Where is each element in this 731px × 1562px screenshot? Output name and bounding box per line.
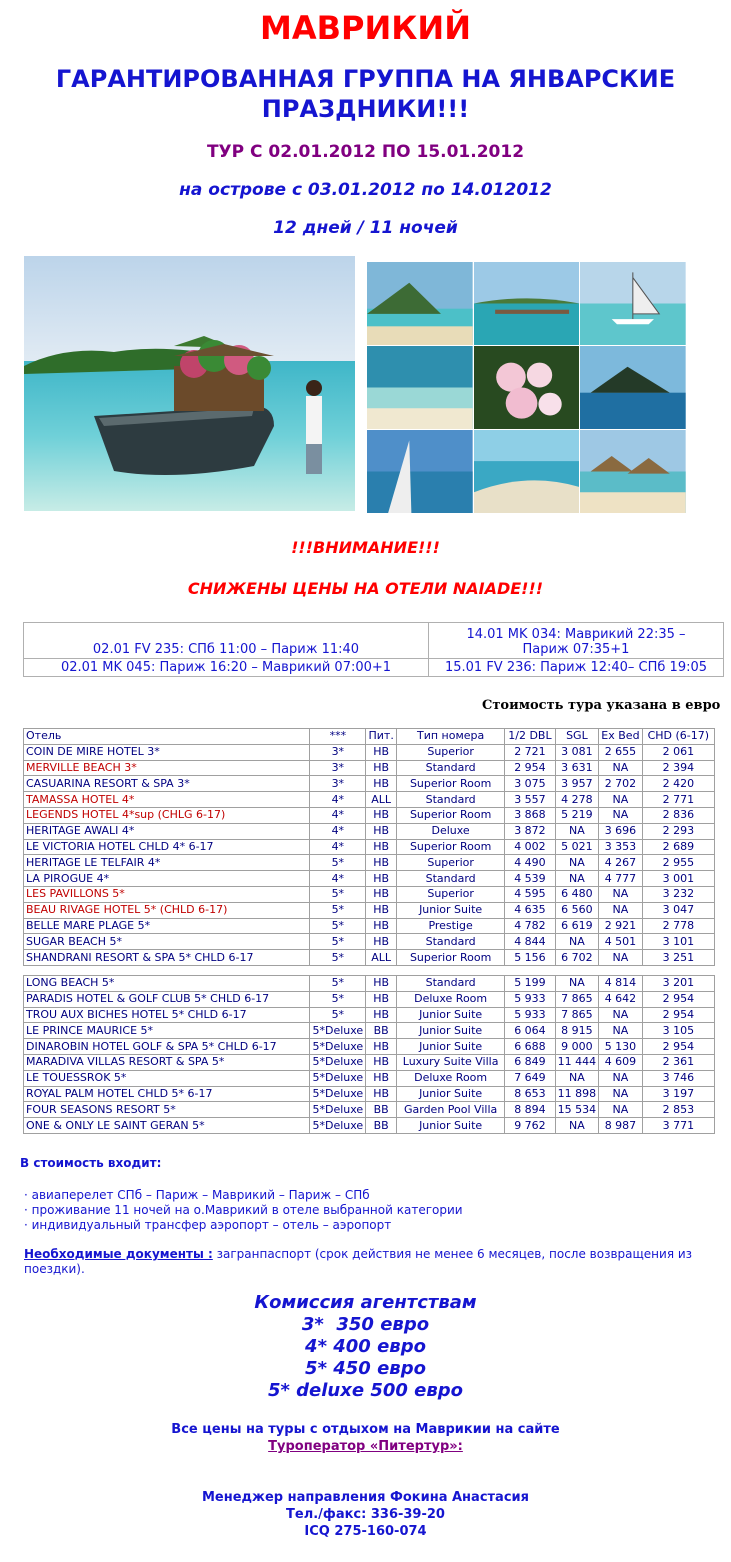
table-row <box>24 1118 715 1134</box>
table-row <box>24 1039 715 1055</box>
table-cell: HB <box>366 991 396 1007</box>
table-cell: 5*Deluxe <box>310 1023 366 1039</box>
table-cell: 8 894 <box>505 1102 555 1118</box>
table-cell: Standard <box>396 760 504 776</box>
hotel-name-cell: BELLE MARE PLAGE 5* <box>24 918 310 934</box>
table-cell: 5* <box>310 855 366 871</box>
table-cell: 3 957 <box>555 776 599 792</box>
table-cell: Deluxe Room <box>396 1070 504 1086</box>
table-row <box>24 1007 715 1023</box>
table-cell: HB <box>366 839 396 855</box>
table-cell: 3 251 <box>642 950 714 966</box>
table-spacer <box>24 965 715 975</box>
table-cell: Junior Suite <box>396 1023 504 1039</box>
table-cell: 2 771 <box>642 792 714 808</box>
commission-line: 5* 450 евро <box>305 1358 426 1379</box>
table-row <box>24 902 715 918</box>
hotel-name-cell: TAMASSA HOTEL 4* <box>24 792 310 808</box>
table-cell: HB <box>366 1007 396 1023</box>
table-cell: 2 921 <box>599 918 642 934</box>
table-row <box>24 1023 715 1039</box>
table-cell: 2 954 <box>505 760 555 776</box>
table-cell: HB <box>366 807 396 823</box>
table-cell: 4* <box>310 823 366 839</box>
table-cell: 6 560 <box>555 902 599 918</box>
table-cell: 4 002 <box>505 839 555 855</box>
header-cell: Отель <box>24 729 310 745</box>
table-cell: 2 721 <box>505 744 555 760</box>
table-cell: 3 105 <box>642 1023 714 1039</box>
table-row <box>24 776 715 792</box>
table-cell: BB <box>366 1023 396 1039</box>
table-cell: 2 853 <box>642 1102 714 1118</box>
table-cell: NA <box>599 950 642 966</box>
price-table <box>23 728 715 1134</box>
collage-tile <box>580 346 686 429</box>
hotel-name-cell: LE PRINCE MAURICE 5* <box>24 1023 310 1039</box>
table-cell: 4 642 <box>599 991 642 1007</box>
table-cell: Garden Pool Villa <box>396 1102 504 1118</box>
table-row <box>24 991 715 1007</box>
table-cell: HB <box>366 744 396 760</box>
tour-operator-link[interactable]: Туроператор «Питертур»: <box>268 1439 463 1454</box>
hotel-name-cell: LA PIROGUE 4* <box>24 871 310 887</box>
table-cell: 5*Deluxe <box>310 1054 366 1070</box>
page-subtitle <box>0 64 731 124</box>
table-cell: 2 394 <box>642 760 714 776</box>
includes-item: · авиаперелет СПб – Париж – Маврикий – Париж – СПб <box>24 1188 370 1202</box>
table-cell: 8 653 <box>505 1086 555 1102</box>
hotel-name-cell: TROU AUX BICHES HOTEL 5* CHLD 6-17 <box>24 1007 310 1023</box>
collage-photo <box>367 262 686 513</box>
collage-tile <box>474 262 580 345</box>
table-cell: Deluxe <box>396 823 504 839</box>
manager-contacts <box>0 1489 731 1540</box>
documents-label: Необходимые документы : <box>24 1247 213 1261</box>
table-cell: 4 267 <box>599 855 642 871</box>
table-cell: NA <box>555 871 599 887</box>
table-cell: NA <box>599 1086 642 1102</box>
table-row <box>24 855 715 871</box>
table-spacer-cell <box>24 965 715 975</box>
flights-row <box>24 659 724 677</box>
table-cell: 2 955 <box>642 855 714 871</box>
subtitle-line-1: ГАРАНТИРОВАННАЯ ГРУППА НА ЯНВАРСКИЕ <box>55 65 676 93</box>
page <box>0 8 731 598</box>
table-cell: 3 101 <box>642 934 714 950</box>
header-cell: Ex Bed <box>599 729 642 745</box>
table-cell: NA <box>599 1023 642 1039</box>
table-cell: 8 915 <box>555 1023 599 1039</box>
hotel-name-cell: LE VICTORIA HOTEL CHLD 4* 6-17 <box>24 839 310 855</box>
table-cell: 6 619 <box>555 918 599 934</box>
photo-row <box>0 256 731 516</box>
table-cell: Standard <box>396 792 504 808</box>
table-cell: 6 702 <box>555 950 599 966</box>
tour-dates: ТУР С 02.01.2012 ПО 15.01.2012 <box>206 142 525 162</box>
table-cell: HB <box>366 871 396 887</box>
table-cell: NA <box>555 855 599 871</box>
collage-tile <box>367 346 473 429</box>
table-cell: 5 130 <box>599 1039 642 1055</box>
table-cell: Standard <box>396 934 504 950</box>
table-cell: Superior Room <box>396 950 504 966</box>
table-cell: 5* <box>310 950 366 966</box>
page-title: МАВРИКИЙ <box>260 9 471 47</box>
table-cell: 3* <box>310 776 366 792</box>
table-cell: 9 762 <box>505 1118 555 1134</box>
subtitle-line-2: ПРАЗДНИКИ!!! <box>261 95 470 123</box>
table-row <box>24 744 715 760</box>
collage-tile <box>580 262 686 345</box>
includes-title: В стоимость входит: <box>20 1156 162 1170</box>
hotel-name-cell: BEAU RIVAGE HOTEL 5* (CHLD 6-17) <box>24 902 310 918</box>
table-cell: 2 954 <box>642 991 714 1007</box>
hotel-name-cell: LES PAVILLONS 5* <box>24 886 310 902</box>
table-cell: HB <box>366 975 396 991</box>
table-cell: 3 081 <box>555 744 599 760</box>
table-cell: BB <box>366 1118 396 1134</box>
includes-item: · проживание 11 ночей на о.Маврикий в отеле выбранной категории <box>24 1203 463 1217</box>
table-row <box>24 975 715 991</box>
table-cell: Standard <box>396 975 504 991</box>
hotel-name-cell: HERITAGE LE TELFAIR 4* <box>24 855 310 871</box>
price-table-header <box>24 729 715 745</box>
table-cell: 3 557 <box>505 792 555 808</box>
table-cell: 2 689 <box>642 839 714 855</box>
table-cell: NA <box>599 1070 642 1086</box>
commission-line: 4* 400 евро <box>305 1336 426 1357</box>
hotel-name-cell: ONE & ONLY LE SAINT GERAN 5* <box>24 1118 310 1134</box>
table-cell: 6 480 <box>555 886 599 902</box>
table-cell: 4 539 <box>505 871 555 887</box>
table-cell: 4 278 <box>555 792 599 808</box>
hotel-name-cell: LEGENDS HOTEL 4*sup (CHLG 6-17) <box>24 807 310 823</box>
table-cell: ALL <box>366 792 396 808</box>
hotel-name-cell: SUGAR BEACH 5* <box>24 934 310 950</box>
table-cell: NA <box>599 1007 642 1023</box>
table-cell: Prestige <box>396 918 504 934</box>
table-row <box>24 1054 715 1070</box>
header-cell: *** <box>310 729 366 745</box>
table-cell: Standard <box>396 871 504 887</box>
table-cell: HB <box>366 1070 396 1086</box>
table-cell: 5*Deluxe <box>310 1086 366 1102</box>
hotel-name-cell: DINAROBIN HOTEL GOLF & SPA 5* CHLD 6-17 <box>24 1039 310 1055</box>
table-cell: 15 534 <box>555 1102 599 1118</box>
table-cell: 2 702 <box>599 776 642 792</box>
tour-duration: 12 дней / 11 ночей <box>273 218 458 238</box>
table-cell: NA <box>555 934 599 950</box>
table-cell: 4 609 <box>599 1054 642 1070</box>
table-cell: Junior Suite <box>396 1039 504 1055</box>
table-cell: 4 782 <box>505 918 555 934</box>
hotel-name-cell: PARADIS HOTEL & GOLF CLUB 5* CHLD 6-17 <box>24 991 310 1007</box>
table-cell: 4 490 <box>505 855 555 871</box>
collage-tile <box>474 430 580 513</box>
table-cell: 5 933 <box>505 1007 555 1023</box>
table-cell: NA <box>599 807 642 823</box>
table-cell: BB <box>366 1102 396 1118</box>
table-cell: HB <box>366 855 396 871</box>
table-cell: 4* <box>310 807 366 823</box>
hotel-name-cell: HERITAGE AWALI 4* <box>24 823 310 839</box>
table-cell: NA <box>555 1118 599 1134</box>
island-dates: на острове с 03.01.2012 по 14.012012 <box>179 180 552 200</box>
table-row <box>24 950 715 966</box>
table-cell: 3 696 <box>599 823 642 839</box>
table-cell: HB <box>366 823 396 839</box>
table-cell: 3 197 <box>642 1086 714 1102</box>
table-cell: Superior Room <box>396 839 504 855</box>
flight-cell-line: 14.01 MK 034: Маврикий 22:35 – <box>466 627 686 642</box>
table-cell: 5 933 <box>505 991 555 1007</box>
table-cell: 6 849 <box>505 1054 555 1070</box>
table-cell: 6 688 <box>505 1039 555 1055</box>
table-cell: NA <box>555 1070 599 1086</box>
table-cell: 3 353 <box>599 839 642 855</box>
table-cell: 7 865 <box>555 1007 599 1023</box>
table-cell: 4 635 <box>505 902 555 918</box>
table-cell: Junior Suite <box>396 902 504 918</box>
table-cell: HB <box>366 1086 396 1102</box>
documents-text: загранпаспорт (срок действия не менее 6 месяцев, после возвращения из поездки). <box>24 1247 693 1276</box>
table-cell: 3 232 <box>642 886 714 902</box>
flight-cell <box>429 623 724 659</box>
table-row <box>24 1070 715 1086</box>
table-row <box>24 886 715 902</box>
table-cell: 5* <box>310 918 366 934</box>
table-cell: 2 293 <box>642 823 714 839</box>
flights-row <box>24 623 724 659</box>
table-cell: Deluxe Room <box>396 991 504 1007</box>
flight-cell: 02.01 FV 235: СПб 11:00 – Париж 11:40 <box>24 623 429 659</box>
table-row <box>24 1086 715 1102</box>
table-cell: Superior <box>396 744 504 760</box>
table-cell: 3 872 <box>505 823 555 839</box>
table-cell: 2 836 <box>642 807 714 823</box>
hotel-name-cell: FOUR SEASONS RESORT 5* <box>24 1102 310 1118</box>
table-cell: Junior Suite <box>396 1086 504 1102</box>
table-cell: 2 954 <box>642 1007 714 1023</box>
commission-block <box>0 1292 731 1402</box>
all-prices <box>0 1421 731 1455</box>
flight-cell: 02.01 MK 045: Париж 16:20 – Маврикий 07:00+1 <box>24 659 429 677</box>
flights-table <box>23 622 724 677</box>
table-cell: 3 631 <box>555 760 599 776</box>
table-cell: Junior Suite <box>396 1007 504 1023</box>
table-cell: 4* <box>310 839 366 855</box>
header-cell: Тип номера <box>396 729 504 745</box>
table-cell: 5*Deluxe <box>310 1070 366 1086</box>
manager-name: Менеджер направления Фокина Анастасия <box>201 1490 529 1505</box>
header-cell: 1/2 DBL <box>505 729 555 745</box>
table-row <box>24 934 715 950</box>
commission-line: 3* 350 евро <box>301 1314 430 1335</box>
table-cell: 2 655 <box>599 744 642 760</box>
table-cell: 7 865 <box>555 991 599 1007</box>
table-cell: 5 021 <box>555 839 599 855</box>
hotel-name-cell: LONG BEACH 5* <box>24 975 310 991</box>
table-cell: 3* <box>310 744 366 760</box>
table-cell: 4* <box>310 871 366 887</box>
table-cell: 3 771 <box>642 1118 714 1134</box>
table-cell: 5* <box>310 886 366 902</box>
table-cell: 3 201 <box>642 975 714 991</box>
table-cell: Superior <box>396 886 504 902</box>
collage-tile <box>367 430 473 513</box>
hotel-name-cell: MERVILLE BEACH 3* <box>24 760 310 776</box>
documents <box>24 1247 714 1277</box>
table-cell: 5*Deluxe <box>310 1118 366 1134</box>
table-cell: HB <box>366 902 396 918</box>
collage-tile <box>580 430 686 513</box>
collage-tile <box>474 346 580 429</box>
table-cell: 2 954 <box>642 1039 714 1055</box>
table-cell: 5* <box>310 934 366 950</box>
collage-tile <box>367 262 473 345</box>
table-cell: HB <box>366 886 396 902</box>
header-cell: SGL <box>555 729 599 745</box>
table-cell: 2 361 <box>642 1054 714 1070</box>
commission-title: Комиссия агентствам <box>254 1292 477 1313</box>
table-cell: HB <box>366 1039 396 1055</box>
flight-cell-line: Париж 07:35+1 <box>522 642 630 657</box>
table-cell: 5 219 <box>555 807 599 823</box>
table-cell: 3 746 <box>642 1070 714 1086</box>
table-cell: 4 844 <box>505 934 555 950</box>
table-cell: 9 000 <box>555 1039 599 1055</box>
table-row <box>24 918 715 934</box>
commission-line: 5* deluxe 500 евро <box>267 1380 464 1401</box>
table-cell: HB <box>366 1054 396 1070</box>
hotel-name-cell: MARADIVA VILLAS RESORT & SPA 5* <box>24 1054 310 1070</box>
table-cell: NA <box>599 760 642 776</box>
table-cell: NA <box>599 1102 642 1118</box>
table-cell: 5* <box>310 975 366 991</box>
table-cell: 3 001 <box>642 871 714 887</box>
table-cell: 3 868 <box>505 807 555 823</box>
all-prices-text: Все цены на туры с отдыхом на Маврикии на сайте <box>171 1422 560 1437</box>
header-cell: CHD (6-17) <box>642 729 714 745</box>
table-cell: 5 199 <box>505 975 555 991</box>
table-cell: 2 061 <box>642 744 714 760</box>
table-cell: NA <box>599 792 642 808</box>
table-cell: 4 777 <box>599 871 642 887</box>
table-row <box>24 792 715 808</box>
table-cell: NA <box>555 823 599 839</box>
table-cell: 2 778 <box>642 918 714 934</box>
table-cell: Superior Room <box>396 807 504 823</box>
table-cell: 8 987 <box>599 1118 642 1134</box>
table-cell: NA <box>599 886 642 902</box>
discount-notice: СНИЖЕНЫ ЦЕНЫ НА ОТЕЛИ NAIADE!!! <box>187 579 544 598</box>
manager-icq: ICQ 275-160-074 <box>304 1524 427 1539</box>
hotel-name-cell: LE TOUESSROK 5* <box>24 1070 310 1086</box>
table-cell: 11 898 <box>555 1086 599 1102</box>
cost-note: Стоимость тура указана в евро <box>482 698 721 713</box>
hotel-name-cell: ROYAL PALM HOTEL CHLD 5* 6-17 <box>24 1086 310 1102</box>
table-row <box>24 823 715 839</box>
table-cell: HB <box>366 760 396 776</box>
table-cell: HB <box>366 776 396 792</box>
table-cell: NA <box>555 975 599 991</box>
table-row <box>24 1102 715 1118</box>
table-cell: 3* <box>310 760 366 776</box>
attention-notice: !!!ВНИМАНИЕ!!! <box>291 538 440 557</box>
table-cell: 4 595 <box>505 886 555 902</box>
includes-list <box>24 1188 463 1233</box>
table-cell: 4* <box>310 792 366 808</box>
table-cell: HB <box>366 934 396 950</box>
hotel-name-cell: CASUARINA RESORT & SPA 3* <box>24 776 310 792</box>
table-cell: 5 156 <box>505 950 555 966</box>
header-cell: Пит. <box>366 729 396 745</box>
table-cell: ALL <box>366 950 396 966</box>
table-row <box>24 839 715 855</box>
table-row <box>24 807 715 823</box>
table-cell: NA <box>599 902 642 918</box>
table-cell: 6 064 <box>505 1023 555 1039</box>
table-cell: 4 501 <box>599 934 642 950</box>
flight-cell: 15.01 FV 236: Париж 12:40– СПб 19:05 <box>429 659 724 677</box>
table-row <box>24 871 715 887</box>
table-cell: Junior Suite <box>396 1118 504 1134</box>
table-cell: HB <box>366 918 396 934</box>
table-row <box>24 760 715 776</box>
manager-phone: Тел./факс: 336-39-20 <box>286 1507 445 1522</box>
table-cell: Luxury Suite Villa <box>396 1054 504 1070</box>
table-cell: Superior <box>396 855 504 871</box>
hotel-name-cell: COIN DE MIRE HOTEL 3* <box>24 744 310 760</box>
table-cell: Superior Room <box>396 776 504 792</box>
table-cell: 5*Deluxe <box>310 1102 366 1118</box>
boat-photo <box>24 256 355 511</box>
table-cell: 4 814 <box>599 975 642 991</box>
table-cell: 5* <box>310 991 366 1007</box>
table-cell: 5* <box>310 1007 366 1023</box>
table-cell: 7 649 <box>505 1070 555 1086</box>
table-cell: 2 420 <box>642 776 714 792</box>
includes-item: · индивидуальный трансфер аэропорт – отель – аэропорт <box>24 1218 392 1232</box>
table-cell: 5*Deluxe <box>310 1039 366 1055</box>
table-cell: 3 047 <box>642 902 714 918</box>
table-cell: 5* <box>310 902 366 918</box>
hotel-name-cell: SHANDRANI RESORT & SPA 5* CHLD 6-17 <box>24 950 310 966</box>
table-cell: 3 075 <box>505 776 555 792</box>
table-cell: 11 444 <box>555 1054 599 1070</box>
